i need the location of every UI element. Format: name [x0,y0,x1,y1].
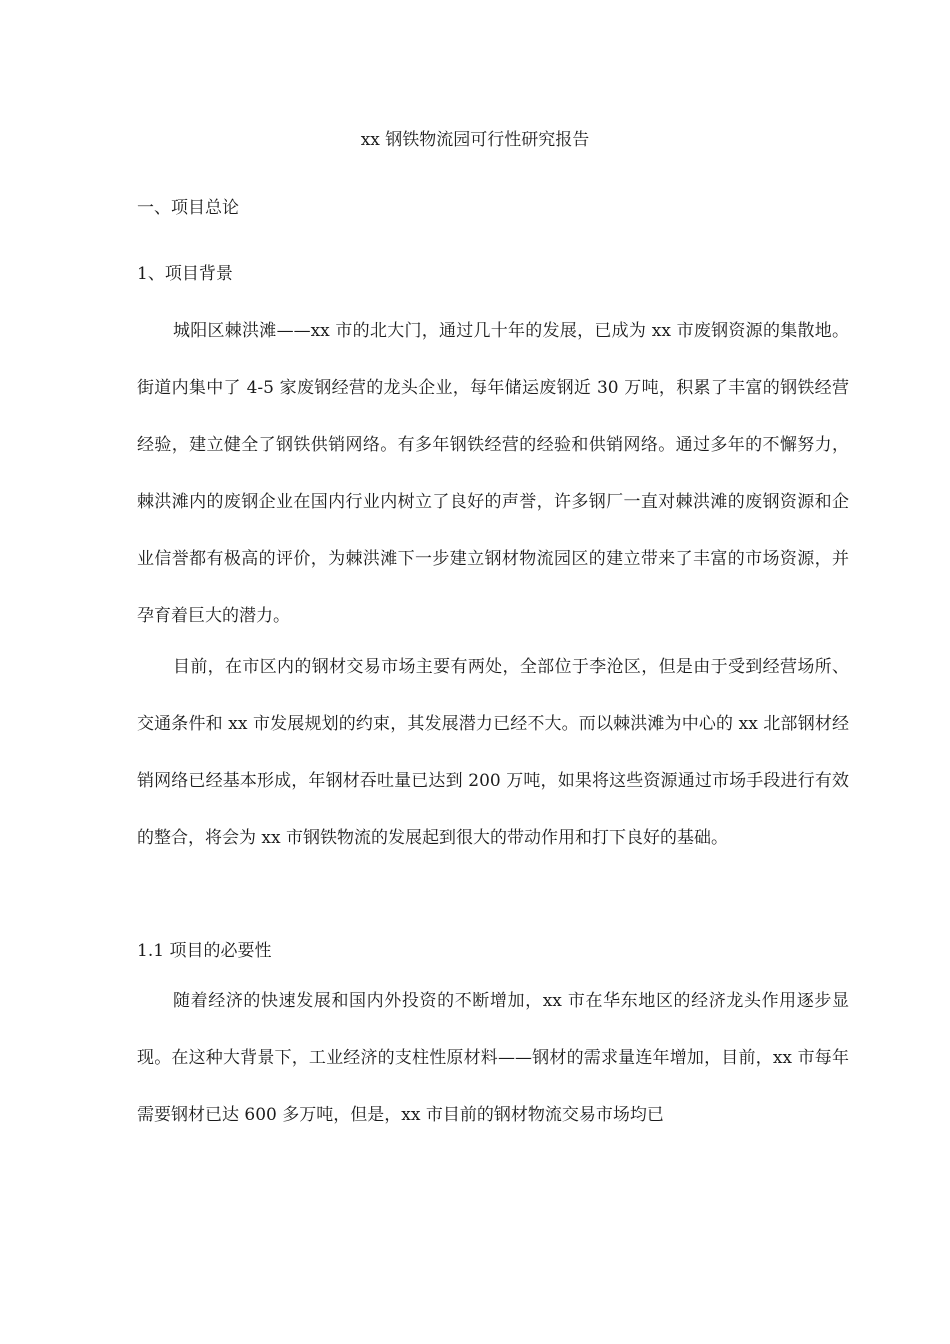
document-title: xx 钢铁物流园可行性研究报告 [360,130,590,150]
subsection-heading-necessity: 1.1 项目的必要性 [137,941,272,961]
section-heading-overview: 一、项目总论 [137,198,239,218]
subsection-heading-background: 1、项目背景 [137,264,233,284]
paragraph-background-2: 目前，在市区内的钢材交易市场主要有两处，全部位于李沧区，但是由于受到经营场所、交通条件和 xx 市发展规划的约束，其发展潜力已经不大。而以棘洪滩为中心的 xx 北部钢材经销网络已经基本形成，年钢材吞吐量已达到 200 万吨，如果将这些资源通过市场手段进行有效的整合，将会为 xx 市钢铁物流的发展起到很大的带动作用和打下良好的基础。 [137,657,849,848]
paragraph-background-1: 城阳区棘洪滩——xx 市的北大门，通过几十年的发展，已成为 xx 市废钢资源的集散地。街道内集中了 4-5 家废钢经营的龙头企业，每年储运废钢近 30 万吨，积累了丰富的钢铁经营经验，建立健全了钢铁供销网络。有多年钢铁经营的经验和供销网络。通过多年的不懈努力，棘洪滩内的废钢企业在国内行业内树立了良好的声誉，许多钢厂一直对棘洪滩的废钢资源和企业信誉都有极高的评价，为棘洪滩下一步建立钢材物流园区的建立带来了丰富的市场资源，并孕育着巨大的潜力。 [137,321,849,626]
paragraph-necessity-1: 随着经济的快速发展和国内外投资的不断增加，xx 市在华东地区的经济龙头作用逐步显现。在这种大背景下，工业经济的支柱性原材料——钢材的需求量连年增加，目前，xx 市每年需要钢材已达 600 多万吨，但是，xx 市目前的钢材物流交易市场均已 [137,991,849,1125]
